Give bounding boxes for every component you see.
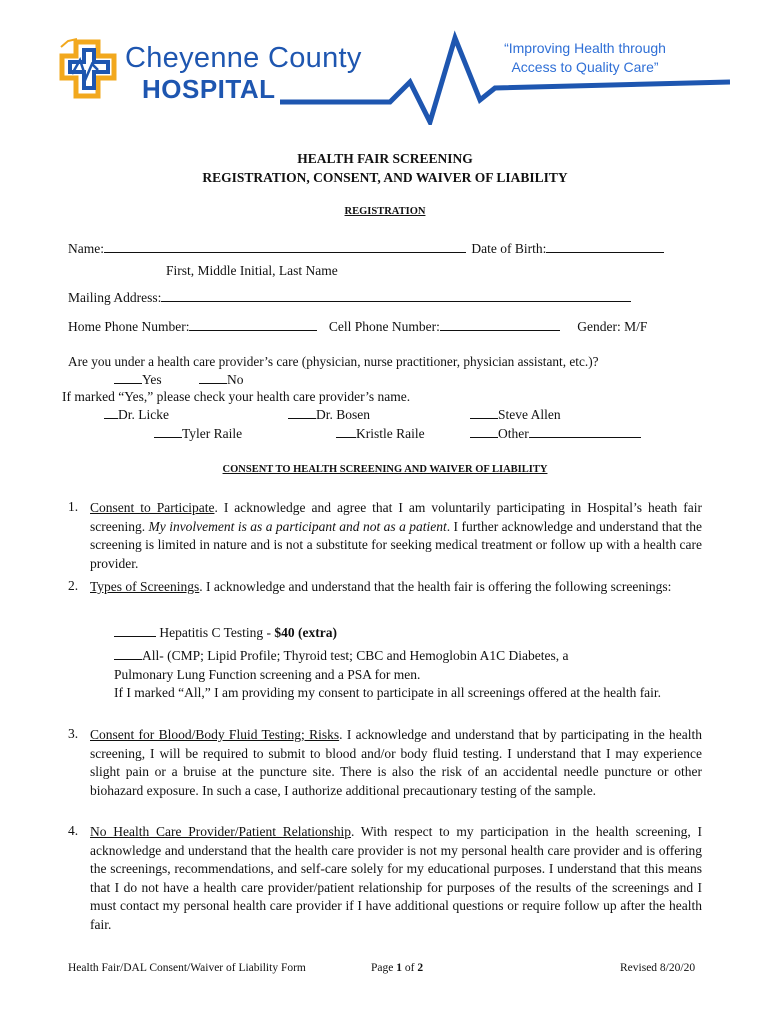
tagline-line1: “Improving Health through: [504, 40, 666, 56]
consent-item-2: [68, 578, 702, 597]
registration-heading: REGISTRATION: [344, 206, 426, 217]
item-number: 2.: [68, 578, 79, 593]
yes-label: Yes: [142, 372, 162, 387]
item-italic-text: My involvement is as a participant and not as a patient: [148, 518, 447, 534]
name-row: [68, 240, 664, 257]
item-number: 1.: [68, 499, 79, 514]
item-title: Types of Screenings: [90, 579, 200, 594]
home-phone-label: Home Phone Number:: [68, 319, 190, 334]
provider-question: Are you under a health care provider’s care (physician, nurse practitioner, physician assistant, etc.)?: [68, 354, 599, 369]
dob-field[interactable]: [546, 240, 664, 253]
consent-item-3: [68, 726, 702, 800]
provider-checkbox[interactable]: [154, 425, 182, 438]
consent-item-1: [68, 499, 702, 573]
cell-phone-field[interactable]: [440, 318, 560, 331]
page-of: of: [401, 962, 418, 974]
item-text-cont: . I further acknowledge and understand that the screening is limited in nature and is not a substitute for seeking medical treatment or follow up with a health care provider.: [90, 518, 703, 571]
page-current: 1: [396, 962, 402, 974]
hep-c-label: Hepatitis C Testing -: [159, 625, 275, 640]
item-title: No Health Care Provider/Patient Relationship: [90, 824, 351, 839]
yes-no-row: [114, 371, 244, 388]
gender-label: Gender: M/F: [577, 319, 648, 334]
yes-checkbox[interactable]: [114, 371, 142, 384]
provider-label: Other: [498, 426, 529, 441]
all-consent-text: If I marked “All,” I am providing my consent to participate in all screenings offered at the health fair.: [114, 685, 662, 700]
page-total: 2: [417, 962, 424, 974]
mailing-label: Mailing Address:: [68, 290, 162, 305]
page-title-line2: REGISTRATION, CONSENT, AND WAIVER OF LIABILITY: [202, 170, 568, 185]
no-label: No: [227, 372, 244, 387]
item-text: . I acknowledge and understand that by participating in the health screening, I will be required to submit to blood and/or body fluid testing. I understand that I may experience slight pain or a bruise at the puncture site. There is also the risk of an accidental needle puncture or other biohazard exposure. In such a case, I authorize additional precautionary testing of the sample.: [90, 727, 702, 798]
item-number: 3.: [68, 726, 79, 741]
item-title: Consent for Blood/Body Fluid Testing; Risks: [90, 727, 340, 742]
provider-label: Dr. Licke: [118, 407, 169, 422]
footer-form-name: Health Fair/DAL Consent/Waiver of Liability Form: [68, 962, 306, 974]
mailing-address-field[interactable]: [161, 289, 631, 302]
footer-revised: Revised 8/20/20: [620, 962, 696, 974]
provider-option-6: [470, 425, 641, 442]
provider-option-4: [154, 425, 242, 442]
provider-label: Dr. Bosen: [316, 407, 370, 422]
consent-item-4: [68, 823, 702, 935]
check-instruction: If marked “Yes,” please check your health care provider’s name.: [62, 389, 411, 404]
consent-heading: CONSENT TO HEALTH SCREENING AND WAIVER OF LIABILITY: [222, 464, 548, 475]
provider-option-2: [288, 406, 370, 423]
hep-c-price: $40 (extra): [274, 625, 338, 640]
wheat-icon: [60, 36, 78, 46]
all-label: All- (CMP; Lipid Profile; Thyroid test; CBC and Hemoglobin A1C Diabetes, a: [142, 648, 569, 663]
other-provider-field[interactable]: [529, 425, 641, 438]
item-title: Consent to Participate: [90, 500, 215, 515]
page-title-line1: HEALTH FAIR SCREENING: [297, 151, 473, 166]
provider-label: Kristle Raile: [356, 426, 425, 441]
tagline-line2: Access to Quality Care”: [511, 59, 659, 75]
provider-checkbox[interactable]: [104, 406, 118, 419]
provider-checkbox[interactable]: [288, 406, 316, 419]
name-hint: First, Middle Initial, Last Name: [166, 263, 338, 278]
dob-label: Date of Birth:: [471, 241, 547, 256]
item-text: . I acknowledge and understand that the health fair is offering the following screenings:: [199, 579, 672, 594]
hep-c-checkbox[interactable]: [114, 624, 156, 637]
provider-option-5: [336, 425, 425, 442]
provider-label: Steve Allen: [498, 407, 561, 422]
name-label: Name:: [68, 241, 104, 256]
home-phone-field[interactable]: [189, 318, 317, 331]
provider-option-3: [470, 406, 561, 423]
provider-checkbox[interactable]: [336, 425, 356, 438]
hep-c-option: [114, 624, 337, 641]
provider-checkbox[interactable]: [470, 425, 498, 438]
provider-label: Tyler Raile: [182, 426, 243, 441]
all-option: [114, 647, 702, 703]
provider-checkbox[interactable]: [470, 406, 498, 419]
provider-option-1: [104, 406, 169, 423]
item-text: . I acknowledge and agree that I am voluntarily participating in Hospital’s heath fair screening.: [90, 500, 702, 534]
all-label-cont: Pulmonary Lung Function screening and a PSA for men.: [114, 666, 421, 682]
item-text: . With respect to my participation in the health screening, I acknowledge and understand that the health care provider is not my personal health care provider and is offering the screenings, recommendations, and self-care solely for my educational purposes. I understand that this means that I do not have a health care provider/patient relationship for purposes of the results of the screenings and I must contact my personal health care provider if I have additional questions or require follow up after the health fair.: [90, 824, 702, 932]
phone-row: [68, 318, 647, 335]
all-checkbox[interactable]: [114, 647, 142, 660]
page-prefix: Page: [371, 962, 397, 974]
name-field[interactable]: [104, 240, 466, 253]
cell-phone-label: Cell Phone Number:: [328, 319, 440, 334]
no-checkbox[interactable]: [199, 371, 227, 384]
logo-name-line1: Cheyenne County: [125, 42, 362, 74]
item-number: 4.: [68, 823, 79, 838]
footer-page-number: [371, 962, 423, 974]
mailing-row: [68, 289, 631, 306]
logo-name-line2: HOSPITAL: [142, 74, 276, 104]
